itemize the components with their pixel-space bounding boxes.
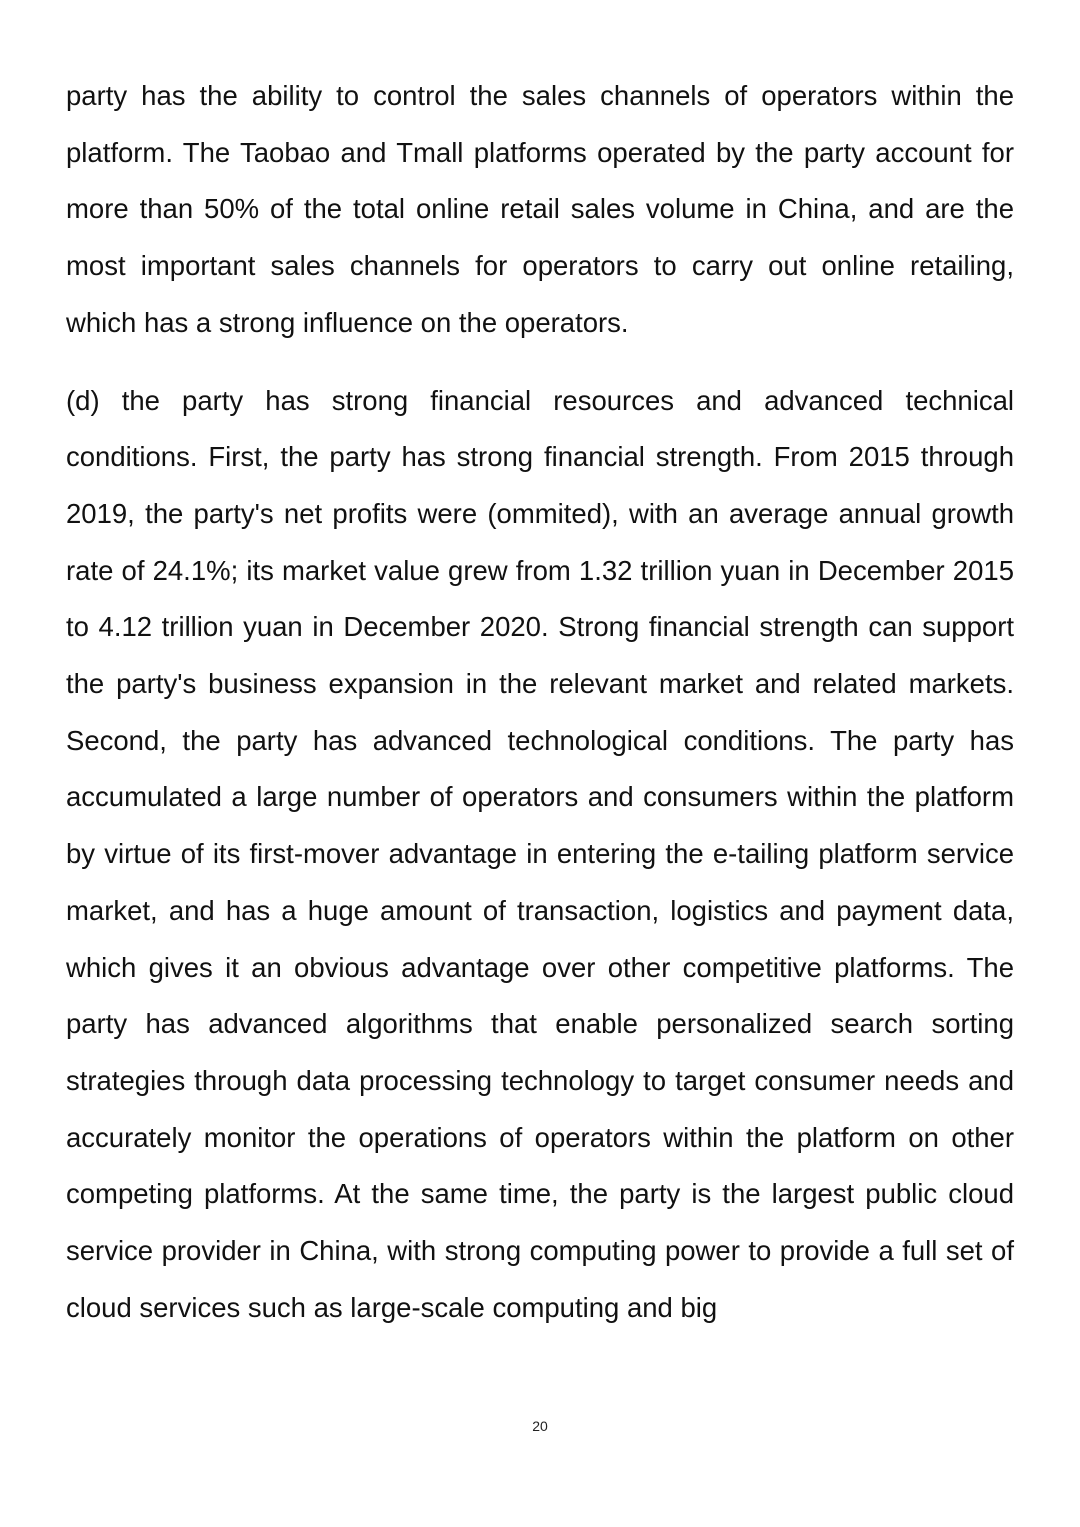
paragraph-platform-sales-channels: party has the ability to control the sales channels of operators within the platform. The Taobao and Tmall platforms operated by the party account for more than 50% of the total online retail sales volume in China, and are the most important sales channels for operators to carry out online retailing, which has a strong influence on the operators. (66, 80, 1014, 338)
page-number: 20 (532, 1418, 548, 1434)
paragraph-financial-technical-conditions: (d) the party has strong financial resources and advanced technical conditions. First, the party has strong financial strength. From 2015 through 2019, the party's net profits were (ommited), with an average annual growth rate of 24.1%; its market value grew from 1.32 trillion yuan in December 2015 to 4.12 trillion yuan in December 2020. Strong financial strength can support the party's business expansion in the relevant market and related markets. Second, the party has advanced technological conditions. The party has accumulated a large number of operators and consumers within the platform by virtue of its first-mover advantage in entering the e-tailing platform service market, and has a huge amount of transaction, logistics and payment data, which gives it an obvious advantage over other competitive platforms. The party has advanced algorithms that enable personalized search sorting strategies through data processing technology to target consumer needs and accurately monitor the operations of operators within the platform on other competing platforms. At the same time, the party is the largest public cloud service provider in China, with strong computing power to provide a full set of cloud services such as large-scale computing and big (66, 384, 1014, 1323)
document-body (66, 68, 1014, 1336)
